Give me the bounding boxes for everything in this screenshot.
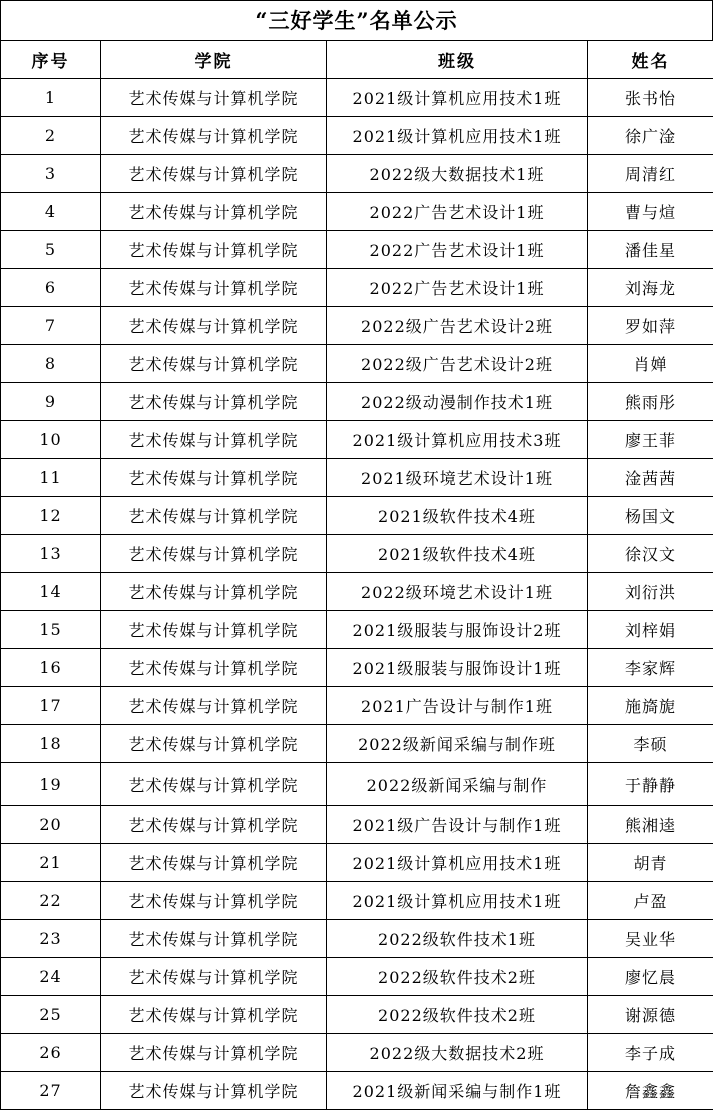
cell-class: 2021广告设计与制作1班 bbox=[327, 687, 588, 725]
cell-college: 艺术传媒与计算机学院 bbox=[101, 996, 327, 1034]
table-row bbox=[1, 193, 713, 231]
cell-name: 廖忆晨 bbox=[588, 958, 713, 996]
cell-name: 张书怡 bbox=[588, 79, 713, 117]
cell-class: 2021级服装与服饰设计2班 bbox=[327, 611, 588, 649]
cell-name: 肖婵 bbox=[588, 345, 713, 383]
cell-index: 18 bbox=[1, 725, 101, 763]
cell-college: 艺术传媒与计算机学院 bbox=[101, 231, 327, 269]
table-row bbox=[1, 649, 713, 687]
cell-class: 2022广告艺术设计1班 bbox=[327, 231, 588, 269]
cell-index: 3 bbox=[1, 155, 101, 193]
cell-college: 艺术传媒与计算机学院 bbox=[101, 958, 327, 996]
cell-college: 艺术传媒与计算机学院 bbox=[101, 307, 327, 345]
cell-index: 24 bbox=[1, 958, 101, 996]
cell-class: 2021级软件技术4班 bbox=[327, 497, 588, 535]
table-row bbox=[1, 117, 713, 155]
cell-index: 12 bbox=[1, 497, 101, 535]
table-row bbox=[1, 459, 713, 497]
table-row bbox=[1, 307, 713, 345]
cell-class: 2022广告艺术设计1班 bbox=[327, 193, 588, 231]
cell-college: 艺术传媒与计算机学院 bbox=[101, 725, 327, 763]
cell-class: 2021级新闻采编与制作1班 bbox=[327, 1072, 588, 1110]
table-row bbox=[1, 958, 713, 996]
cell-class: 2022级软件技术2班 bbox=[327, 996, 588, 1034]
cell-name: 卢盈 bbox=[588, 882, 713, 920]
cell-college: 艺术传媒与计算机学院 bbox=[101, 383, 327, 421]
cell-index: 27 bbox=[1, 1072, 101, 1110]
table-row bbox=[1, 345, 713, 383]
cell-index: 13 bbox=[1, 535, 101, 573]
table-row bbox=[1, 920, 713, 958]
cell-index: 22 bbox=[1, 882, 101, 920]
table-row bbox=[1, 155, 713, 193]
cell-college: 艺术传媒与计算机学院 bbox=[101, 193, 327, 231]
cell-index: 6 bbox=[1, 269, 101, 307]
cell-name: 熊雨彤 bbox=[588, 383, 713, 421]
cell-class: 2021级环境艺术设计1班 bbox=[327, 459, 588, 497]
table-row bbox=[1, 1072, 713, 1110]
cell-index: 2 bbox=[1, 117, 101, 155]
cell-name: 徐广淦 bbox=[588, 117, 713, 155]
cell-name: 廖王菲 bbox=[588, 421, 713, 459]
cell-index: 20 bbox=[1, 806, 101, 844]
cell-college: 艺术传媒与计算机学院 bbox=[101, 155, 327, 193]
cell-college: 艺术传媒与计算机学院 bbox=[101, 269, 327, 307]
cell-name: 吴业华 bbox=[588, 920, 713, 958]
cell-index: 4 bbox=[1, 193, 101, 231]
cell-college: 艺术传媒与计算机学院 bbox=[101, 573, 327, 611]
cell-index: 21 bbox=[1, 844, 101, 882]
cell-name: 刘衍洪 bbox=[588, 573, 713, 611]
header-college: 学院 bbox=[101, 41, 327, 79]
table-row bbox=[1, 687, 713, 725]
cell-class: 2022级广告艺术设计2班 bbox=[327, 307, 588, 345]
cell-name: 施旖旎 bbox=[588, 687, 713, 725]
cell-name: 李子成 bbox=[588, 1034, 713, 1072]
cell-name: 周清红 bbox=[588, 155, 713, 193]
cell-class: 2022级新闻采编与制作 bbox=[327, 763, 588, 806]
cell-class: 2021级计算机应用技术3班 bbox=[327, 421, 588, 459]
table-row bbox=[1, 383, 713, 421]
cell-college: 艺术传媒与计算机学院 bbox=[101, 611, 327, 649]
table-row bbox=[1, 882, 713, 920]
cell-class: 2022级动漫制作技术1班 bbox=[327, 383, 588, 421]
cell-college: 艺术传媒与计算机学院 bbox=[101, 763, 327, 806]
cell-name: 杨国文 bbox=[588, 497, 713, 535]
cell-college: 艺术传媒与计算机学院 bbox=[101, 459, 327, 497]
cell-name: 詹鑫鑫 bbox=[588, 1072, 713, 1110]
document-title: “三好学生”名单公示 bbox=[0, 0, 713, 40]
cell-name: 刘海龙 bbox=[588, 269, 713, 307]
cell-college: 艺术传媒与计算机学院 bbox=[101, 687, 327, 725]
cell-class: 2022级软件技术1班 bbox=[327, 920, 588, 958]
cell-class: 2022级软件技术2班 bbox=[327, 958, 588, 996]
cell-college: 艺术传媒与计算机学院 bbox=[101, 497, 327, 535]
cell-college: 艺术传媒与计算机学院 bbox=[101, 117, 327, 155]
table-row bbox=[1, 535, 713, 573]
cell-name: 胡青 bbox=[588, 844, 713, 882]
cell-name: 熊湘逵 bbox=[588, 806, 713, 844]
cell-class: 2021级计算机应用技术1班 bbox=[327, 79, 588, 117]
cell-class: 2021级计算机应用技术1班 bbox=[327, 844, 588, 882]
cell-college: 艺术传媒与计算机学院 bbox=[101, 920, 327, 958]
cell-class: 2021级广告设计与制作1班 bbox=[327, 806, 588, 844]
table-row bbox=[1, 231, 713, 269]
cell-class: 2022级大数据技术2班 bbox=[327, 1034, 588, 1072]
header-name: 姓名 bbox=[588, 41, 713, 79]
cell-index: 15 bbox=[1, 611, 101, 649]
cell-index: 1 bbox=[1, 79, 101, 117]
cell-class: 2022级环境艺术设计1班 bbox=[327, 573, 588, 611]
cell-college: 艺术传媒与计算机学院 bbox=[101, 649, 327, 687]
table-row bbox=[1, 996, 713, 1034]
table-header-row bbox=[1, 41, 713, 79]
header-class: 班级 bbox=[327, 41, 588, 79]
cell-class: 2021级软件技术4班 bbox=[327, 535, 588, 573]
cell-class: 2021级计算机应用技术1班 bbox=[327, 117, 588, 155]
cell-name: 谢源德 bbox=[588, 996, 713, 1034]
cell-name: 罗如萍 bbox=[588, 307, 713, 345]
cell-name: 潘佳星 bbox=[588, 231, 713, 269]
cell-name: 李家辉 bbox=[588, 649, 713, 687]
cell-class: 2022级广告艺术设计2班 bbox=[327, 345, 588, 383]
table-row bbox=[1, 844, 713, 882]
table-row bbox=[1, 79, 713, 117]
cell-name: 曹与煊 bbox=[588, 193, 713, 231]
table-body bbox=[1, 79, 713, 1110]
cell-college: 艺术传媒与计算机学院 bbox=[101, 1034, 327, 1072]
cell-index: 14 bbox=[1, 573, 101, 611]
cell-index: 7 bbox=[1, 307, 101, 345]
cell-name: 徐汉文 bbox=[588, 535, 713, 573]
table-row bbox=[1, 497, 713, 535]
table-row bbox=[1, 806, 713, 844]
cell-college: 艺术传媒与计算机学院 bbox=[101, 1072, 327, 1110]
cell-college: 艺术传媒与计算机学院 bbox=[101, 844, 327, 882]
table-row bbox=[1, 1034, 713, 1072]
cell-college: 艺术传媒与计算机学院 bbox=[101, 421, 327, 459]
cell-class: 2022级新闻采编与制作班 bbox=[327, 725, 588, 763]
cell-name: 于静静 bbox=[588, 763, 713, 806]
table-row bbox=[1, 269, 713, 307]
table-row bbox=[1, 611, 713, 649]
cell-index: 26 bbox=[1, 1034, 101, 1072]
cell-class: 2021级服装与服饰设计1班 bbox=[327, 649, 588, 687]
table-row bbox=[1, 725, 713, 763]
cell-index: 11 bbox=[1, 459, 101, 497]
cell-name: 李硕 bbox=[588, 725, 713, 763]
cell-college: 艺术传媒与计算机学院 bbox=[101, 535, 327, 573]
cell-index: 8 bbox=[1, 345, 101, 383]
student-list-table bbox=[0, 40, 713, 1110]
cell-college: 艺术传媒与计算机学院 bbox=[101, 882, 327, 920]
cell-name: 刘梓娟 bbox=[588, 611, 713, 649]
cell-index: 10 bbox=[1, 421, 101, 459]
cell-index: 16 bbox=[1, 649, 101, 687]
cell-class: 2022广告艺术设计1班 bbox=[327, 269, 588, 307]
cell-college: 艺术传媒与计算机学院 bbox=[101, 79, 327, 117]
cell-index: 23 bbox=[1, 920, 101, 958]
cell-index: 17 bbox=[1, 687, 101, 725]
cell-college: 艺术传媒与计算机学院 bbox=[101, 345, 327, 383]
table-row bbox=[1, 763, 713, 806]
cell-index: 25 bbox=[1, 996, 101, 1034]
cell-name: 淦茜茜 bbox=[588, 459, 713, 497]
cell-index: 19 bbox=[1, 763, 101, 806]
table-row bbox=[1, 421, 713, 459]
cell-class: 2021级计算机应用技术1班 bbox=[327, 882, 588, 920]
cell-college: 艺术传媒与计算机学院 bbox=[101, 806, 327, 844]
cell-index: 5 bbox=[1, 231, 101, 269]
table-row bbox=[1, 573, 713, 611]
cell-index: 9 bbox=[1, 383, 101, 421]
header-index: 序号 bbox=[1, 41, 101, 79]
cell-class: 2022级大数据技术1班 bbox=[327, 155, 588, 193]
